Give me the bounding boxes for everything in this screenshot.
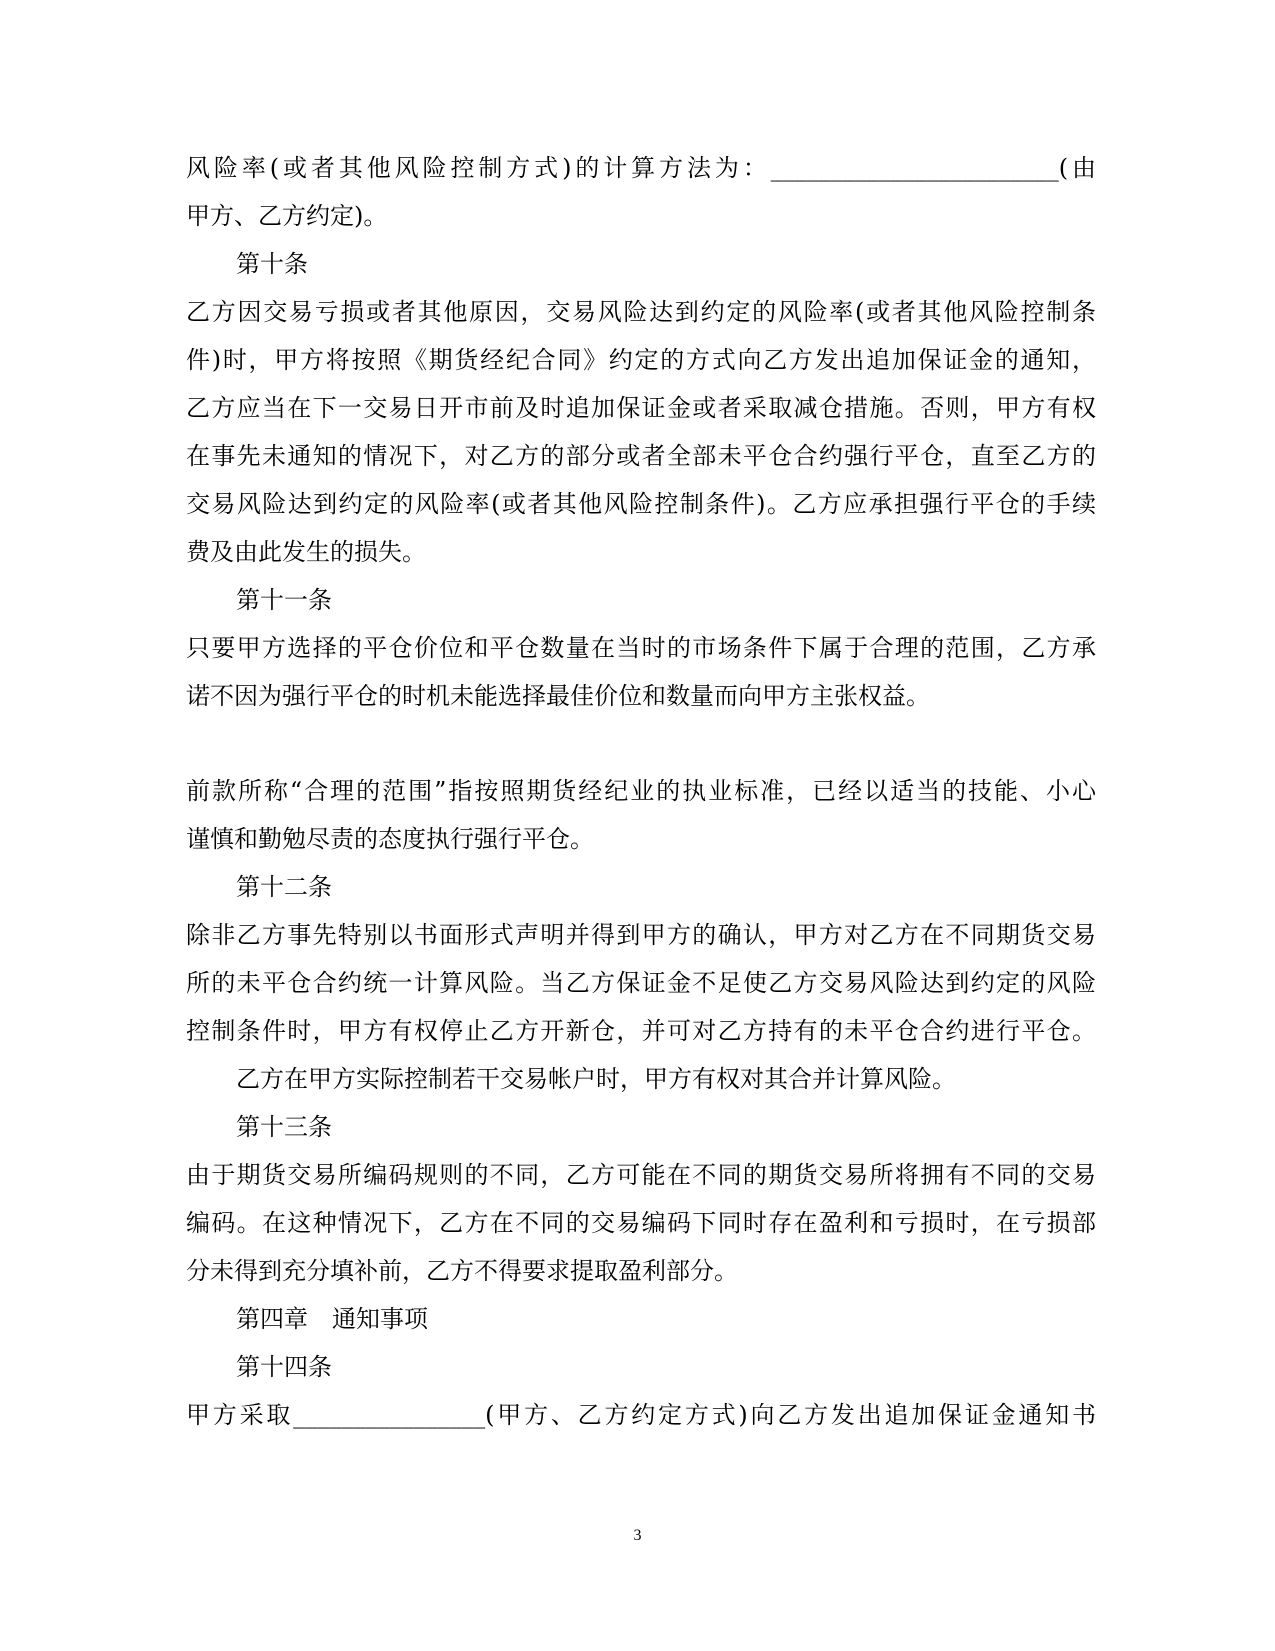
text-line: 除非乙方事先特别以书面形式声明并得到甲方的确认，甲方对乙方在不同期货交易 — [186, 921, 1096, 949]
text-line: 前款所称“合理的范围”指按照期货经纪业的执业标准，已经以适当的技能、小心 — [186, 777, 1096, 805]
text-line: 谨慎和勤勉尽责的态度执行强行平仓。 — [186, 825, 594, 853]
article-heading: 第十三条 — [236, 1113, 332, 1141]
text-line: 控制条件时，甲方有权停止乙方开新仓，并可对乙方持有的未平仓合约进行平仓。 — [186, 1017, 1096, 1045]
text-line: 风险率(或者其他风险控制方式)的计算方法为：________________________(由 — [186, 154, 1096, 182]
text-line: 件)时，甲方将按照《期货经纪合同》约定的方式向乙方发出追加保证金的通知， — [186, 346, 1096, 374]
text-line: 甲方采取________________(甲方、乙方约定方式)向乙方发出追加保证金通知书 — [186, 1401, 1096, 1429]
text-line: 在事先未通知的情况下，对乙方的部分或者全部未平仓合约强行平仓，直至乙方的 — [186, 442, 1096, 470]
text-line: 甲方、乙方约定)。 — [186, 202, 388, 230]
text-line: 乙方应当在下一交易日开市前及时追加保证金或者采取减仓措施。否则，甲方有权 — [186, 394, 1096, 422]
text-line: 只要甲方选择的平仓价位和平仓数量在当时的市场条件下属于合理的范围，乙方承 — [186, 634, 1096, 662]
article-heading: 第十一条 — [236, 586, 332, 614]
article-heading: 第十条 — [236, 250, 308, 278]
text-line: 诺不因为强行平仓的时机未能选择最佳价位和数量而向甲方主张权益。 — [186, 682, 930, 710]
text-line: 乙方因交易亏损或者其他原因，交易风险达到约定的风险率(或者其他风险控制条 — [186, 298, 1096, 326]
text-line: 乙方在甲方实际控制若干交易帐户时，甲方有权对其合并计算风险。 — [236, 1065, 956, 1093]
text-line: 费及由此发生的损失。 — [186, 538, 426, 566]
article-heading: 第十二条 — [236, 873, 332, 901]
chapter-heading: 第四章 通知事项 — [236, 1305, 428, 1333]
text-line: 编码。在这种情况下，乙方在不同的交易编码下同时存在盈利和亏损时，在亏损部 — [186, 1209, 1096, 1237]
text-line: 所的未平仓合约统一计算风险。当乙方保证金不足使乙方交易风险达到约定的风险 — [186, 969, 1096, 997]
text-line: 由于期货交易所编码规则的不同，乙方可能在不同的期货交易所将拥有不同的交易 — [186, 1161, 1096, 1189]
page-number: 3 — [633, 1527, 642, 1544]
text-line: 交易风险达到约定的风险率(或者其他风险控制条件)。乙方应承担强行平仓的手续 — [186, 490, 1096, 518]
article-heading: 第十四条 — [236, 1353, 332, 1381]
text-line: 分未得到充分填补前，乙方不得要求提取盈利部分。 — [186, 1257, 738, 1285]
